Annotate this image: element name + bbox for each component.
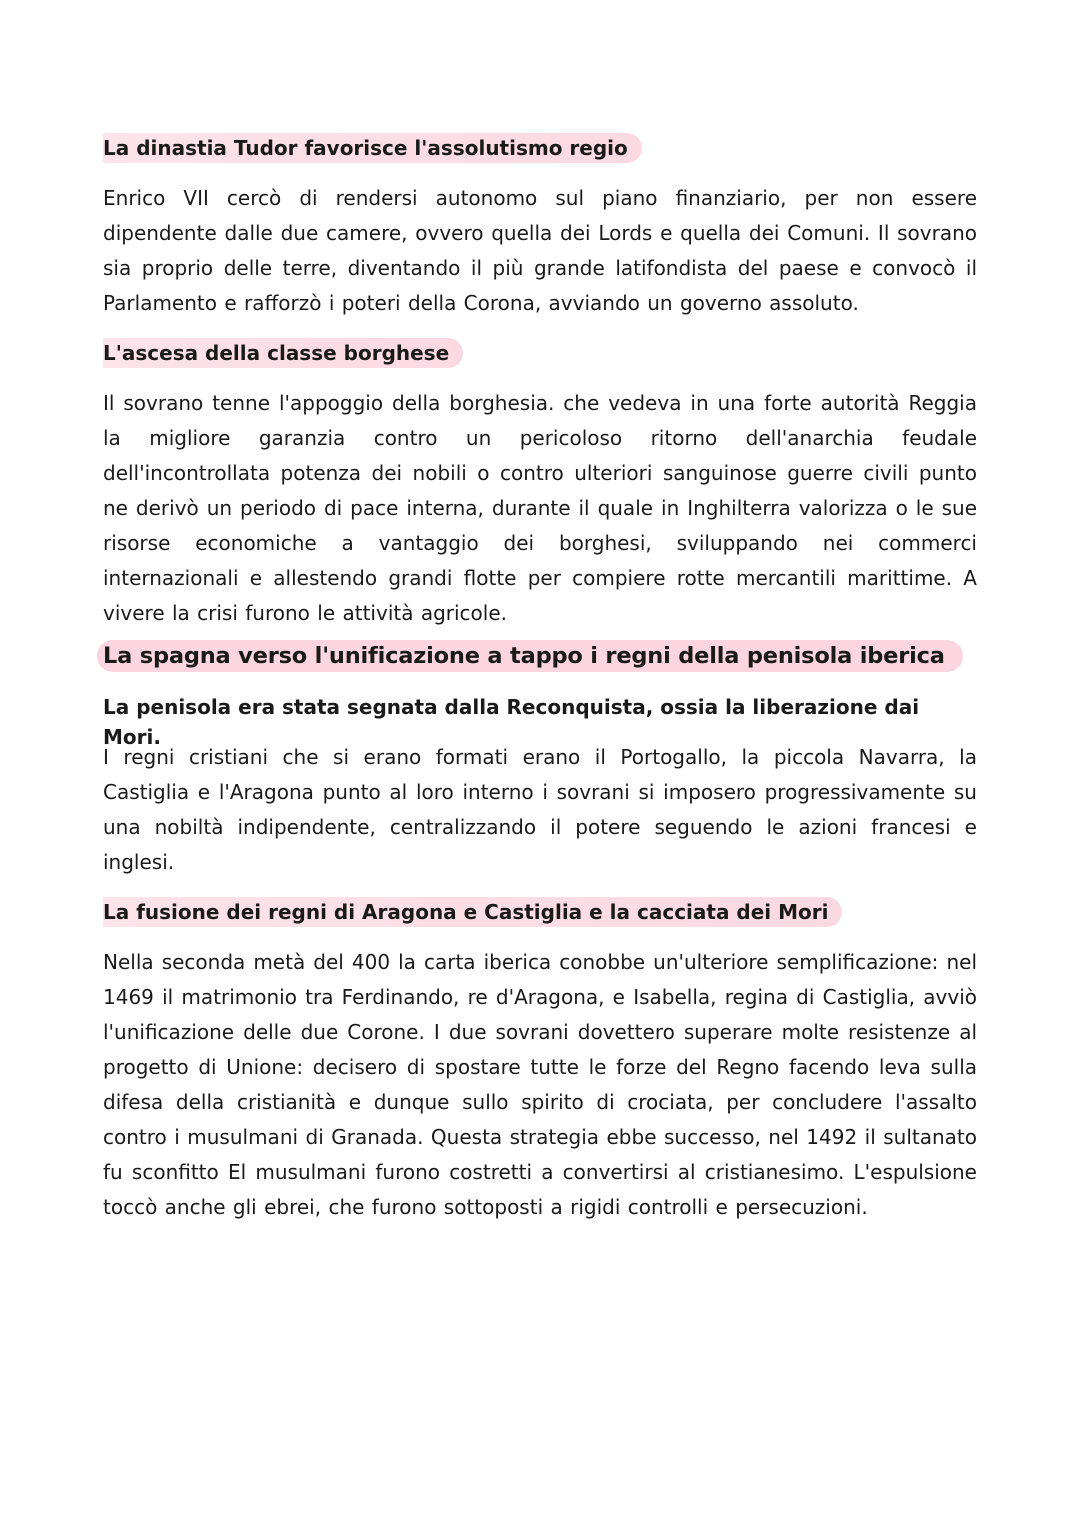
section-heading-reconquista: La penisola era stata segnata dalla Reconquista, ossia la liberazione dai Mori. [103, 695, 920, 749]
paragraph-fusione: Nella seconda metà del 400 la carta iberica conobbe un'ulteriore semplificazione: nel 1469 il matrimonio tra Ferdinando, re d'Aragona, e Isabella, regina di Castiglia, avviò l'unificazione delle due Corone. I due sovrani dovettero superare molte resistenze al progetto di Unione: decisero di spostare tutte le forze del Regno facendo leva sulla difesa della cristianità e dunque sullo spirito di crociata, per concludere l'assalto contro i musulmani di Granada. Questa strategia ebbe successo, nel 1492 il sultanato fu sconfitto El musulmani furono costretti a convertirsi al cristianesimo. L'espulsione toccò anche gli ebrei, che furono sottoposti a rigidi controlli e persecuzioni. [103, 950, 977, 1219]
highlighted-heading: L'ascesa della classe borghese [103, 338, 463, 368]
section-heading-tudor [103, 133, 642, 163]
section-heading-borghese [103, 338, 463, 368]
paragraph-borghese: Il sovrano tenne l'appoggio della borghesia. che vedeva in una forte autorità Reggia la migliore garanzia contro un pericoloso ritorno dell'anarchia feudale dell'incontrollata potenza dei nobili o contro ulteriori sanguinose guerre civili punto ne derivò un periodo di pace interna, durante il quale in Inghilterra valorizza o le sue risorse economiche a vantaggio dei borghesi, sviluppando nei commerci internazionali e allestendo grandi flotte per compiere rotte mercantili marittime. A vivere la crisi furono le attività agricole. [103, 391, 977, 625]
paragraph-tudor: Enrico VII cercò di rendersi autonomo sul piano finanziario, per non essere dipendente dalle due camere, ovvero quella dei Lords e quella dei Comuni. Il sovrano sia proprio delle terre, diventando il più grande latifondista del paese e convocò il Parlamento e rafforzò i poteri della Corona, avviando un governo assoluto. [103, 186, 977, 315]
chapter-heading-spagna [103, 640, 963, 672]
highlighted-heading: La fusione dei regni di Aragona e Castiglia e la cacciata dei Mori [103, 897, 842, 927]
highlighted-chapter-title: La spagna verso l'unificazione a tappo i regni della penisola iberica [97, 640, 963, 672]
section-heading-fusione [103, 897, 842, 927]
highlighted-heading: La dinastia Tudor favorisce l'assolutismo regio [103, 133, 642, 163]
paragraph-reconquista: I regni cristiani che si erano formati erano il Portogallo, la piccola Navarra, la Castiglia e l'Aragona punto al loro interno i sovrani si imposero progressivamente su una nobiltà indipendente, centralizzando il potere seguendo le azioni francesi e inglesi. [103, 745, 977, 874]
